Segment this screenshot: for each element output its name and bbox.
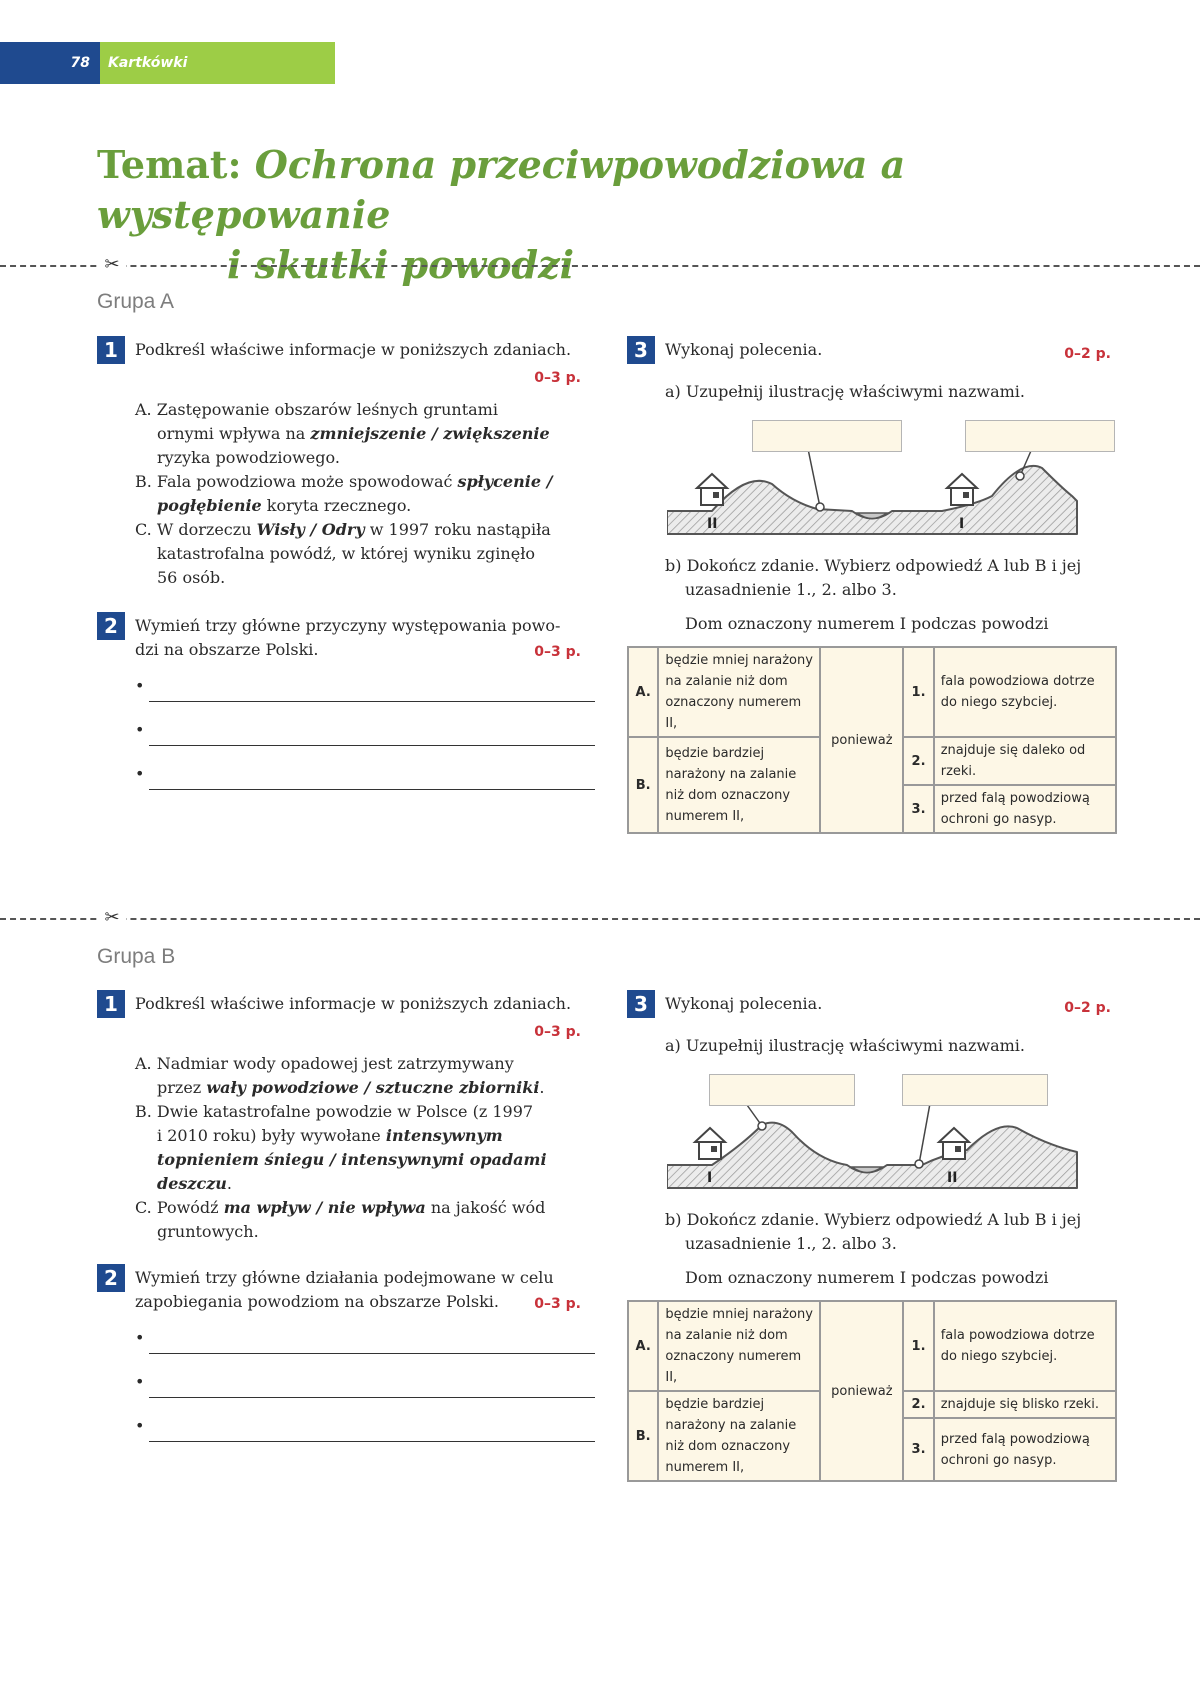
points-badge: 0–3 p. (534, 1024, 581, 1040)
task-3-group-a (627, 336, 1117, 856)
points-badge: 0–2 p. (1064, 1000, 1111, 1016)
task-part-a: a) Uzupełnij ilustrację właściwymi nazwami. (665, 382, 1025, 401)
answer-line[interactable] (135, 1412, 595, 1442)
item-text: C. Powódź (135, 1198, 224, 1217)
house-icon (697, 474, 727, 505)
option-text: będzie mniej narażony na zalanie niż dom oznaczony numerem II, (658, 647, 820, 737)
choice-option[interactable]: zmniejszenie / zwiększenie (310, 424, 550, 443)
item-line (135, 1100, 547, 1124)
task-item (135, 398, 550, 470)
item-text: C. W dorzeczu (135, 520, 257, 539)
answer-line[interactable] (135, 672, 595, 702)
points-badge: 0–3 p. (534, 1296, 581, 1312)
item-text: koryta rzecznego. (261, 496, 412, 515)
option-key[interactable]: B. (628, 1391, 658, 1481)
answer-line[interactable] (135, 760, 595, 790)
item-line (135, 518, 551, 542)
house-icon (947, 474, 977, 505)
item-text: na jakość wód (425, 1198, 546, 1217)
option-text: będzie bardziej narażony na zalanie niż dom oznaczony numerem II, (658, 737, 820, 833)
item-text: A. Nadmiar wody opadowej jest zatrzymywany (135, 1054, 514, 1073)
house-label: I (707, 1170, 713, 1186)
page-number: 78 (0, 42, 100, 84)
option-key[interactable]: B. (628, 737, 658, 833)
task-part-b-line: b) Dokończ zdanie. Wybierz odpowiedź A lub B i jej (665, 556, 1082, 575)
task-item (135, 470, 552, 518)
item-line (135, 1196, 545, 1220)
points-badge: 0–3 p. (534, 370, 581, 386)
task-instruction: Wykonaj polecenia. (665, 340, 823, 359)
item-text: . (539, 1078, 545, 1097)
bullet: • (135, 1416, 145, 1435)
scissors-icon: ✂ (98, 255, 126, 275)
task-2-group-a (97, 612, 587, 812)
task-instruction: Wykonaj polecenia. (665, 994, 823, 1013)
task-item (135, 1052, 545, 1100)
item-text: katastrofalna powódź, w której wyniku zginęło (157, 544, 536, 563)
task-instruction: Podkreśl właściwe informacje w poniższych zdaniach. (135, 340, 572, 359)
reason-key[interactable]: 2. (903, 737, 933, 785)
points-badge: 0–2 p. (1064, 346, 1111, 362)
reason-key[interactable]: 1. (903, 1301, 933, 1391)
reason-text: znajduje się daleko od rzeki. (934, 737, 1116, 785)
cut-line (0, 918, 1200, 920)
option-key[interactable]: A. (628, 647, 658, 737)
choice-option[interactable]: deszczu (157, 1174, 227, 1193)
task-item (135, 518, 551, 590)
reason-text: przed falą powodziową ochroni go nasyp. (934, 1418, 1116, 1481)
reason-key[interactable]: 3. (903, 785, 933, 833)
item-line (135, 542, 551, 566)
task-1-group-a (97, 336, 587, 596)
item-text: i 2010 roku) były wywołane (157, 1126, 386, 1145)
task-2-group-b (97, 1264, 587, 1464)
section-label: Kartkówki (100, 42, 335, 84)
task-instruction-line: dzi na obszarze Polski. (135, 640, 319, 659)
title-topic-line1: Ochrona przeciwpowodziowa a występowanie (97, 142, 906, 237)
reason-key[interactable]: 1. (903, 647, 933, 737)
item-line (135, 446, 550, 470)
item-line (135, 1148, 547, 1172)
task-number: 1 (97, 336, 125, 364)
task-number: 3 (627, 990, 655, 1018)
answer-line[interactable] (135, 1368, 595, 1398)
choice-option[interactable]: spłycenie / (457, 472, 553, 491)
choice-option[interactable]: Wisły / Odry (256, 520, 365, 539)
task-part-b-line: uzasadnienie 1., 2. albo 3. (685, 1234, 897, 1253)
item-line (135, 566, 551, 590)
house-label: I (959, 516, 965, 532)
choice-option[interactable]: topnieniem śniegu / intensywnymi opadami (157, 1150, 547, 1169)
task-part-b-line: uzasadnienie 1., 2. albo 3. (685, 580, 897, 599)
task-stem: Dom oznaczony numerem I podczas powodzi (685, 1268, 1049, 1287)
label-input-box[interactable] (752, 420, 902, 452)
task-instruction: Podkreśl właściwe informacje w poniższych zdaniach. (135, 994, 572, 1013)
reason-text: fala powodziowa dotrze do niego szybciej. (934, 647, 1116, 737)
connector-word: ponieważ (820, 1301, 903, 1481)
item-text: przez (157, 1078, 207, 1097)
item-line (135, 1052, 545, 1076)
page-title (97, 140, 1097, 290)
item-text: A. Zastępowanie obszarów leśnych gruntami (135, 400, 498, 419)
task-item (135, 1100, 547, 1196)
label-input-box[interactable] (902, 1074, 1048, 1106)
item-line (135, 398, 550, 422)
answer-table (627, 646, 1117, 834)
bullet: • (135, 1328, 145, 1347)
item-text: 56 osób. (157, 568, 226, 587)
task-number: 1 (97, 990, 125, 1018)
reason-key[interactable]: 2. (903, 1391, 933, 1418)
group-label: Grupa A (97, 290, 175, 313)
task-instruction-line: Wymień trzy główne działania podejmowane w celu (135, 1268, 554, 1287)
task-1-group-b (97, 990, 587, 1250)
house-label: II (707, 516, 718, 532)
task-3-group-b (627, 990, 1117, 1510)
task-number: 2 (97, 612, 125, 640)
label-input-box[interactable] (709, 1074, 855, 1106)
title-prefix: Temat: (97, 142, 242, 187)
task-number: 3 (627, 336, 655, 364)
task-number: 2 (97, 1264, 125, 1292)
reason-text: przed falą powodziową ochroni go nasyp. (934, 785, 1116, 833)
answer-table (627, 1300, 1117, 1482)
item-text: w 1997 roku nastąpiła (364, 520, 551, 539)
bullet: • (135, 764, 145, 783)
option-text: będzie mniej narażony na zalanie niż dom oznaczony numerem II, (658, 1301, 820, 1391)
group-label: Grupa B (97, 945, 176, 968)
task-part-b-line: b) Dokończ zdanie. Wybierz odpowiedź A lub B i jej (665, 1210, 1082, 1229)
reason-key[interactable]: 3. (903, 1418, 933, 1481)
option-key[interactable]: A. (628, 1301, 658, 1391)
reason-text: znajduje się blisko rzeki. (934, 1391, 1116, 1418)
bullet: • (135, 676, 145, 695)
connector-word: ponieważ (820, 647, 903, 833)
page-header-bar (0, 42, 335, 84)
item-line (135, 1172, 547, 1196)
item-text: ornymi wpływa na (157, 424, 311, 443)
terrain-profile (667, 1123, 1077, 1188)
task-stem: Dom oznaczony numerem I podczas powodzi (685, 614, 1049, 633)
item-line (135, 1124, 547, 1148)
item-line (135, 470, 552, 494)
task-part-a: a) Uzupełnij ilustrację właściwymi nazwami. (665, 1036, 1025, 1055)
task-item (135, 1196, 545, 1244)
bullet: • (135, 1372, 145, 1391)
scissors-icon: ✂ (98, 908, 126, 928)
house-label: II (947, 1170, 958, 1186)
item-line (135, 494, 552, 518)
task-instruction-line: Wymień trzy główne przyczyny występowania powo- (135, 616, 561, 635)
bullet: • (135, 720, 145, 739)
item-text: B. Dwie katastrofalne powodzie w Polsce (z 1997 (135, 1102, 534, 1121)
choice-option[interactable]: wały powodziowe / sztuczne zbiorniki (206, 1078, 540, 1097)
answer-line[interactable] (135, 716, 595, 746)
item-line (135, 422, 550, 446)
item-line (135, 1076, 545, 1100)
label-input-box[interactable] (965, 420, 1115, 452)
title-topic-line2: i skutki powodzi (227, 242, 575, 287)
answer-line[interactable] (135, 1324, 595, 1354)
option-text: będzie bardziej narażony na zalanie niż dom oznaczony numerem II, (658, 1391, 820, 1481)
points-badge: 0–3 p. (534, 644, 581, 660)
item-text: ryzyka powodziowego. (157, 448, 340, 467)
item-text: . (226, 1174, 233, 1193)
item-text: gruntowych. (157, 1222, 259, 1241)
choice-option[interactable]: ma wpływ / nie wpływa (223, 1198, 426, 1217)
choice-option[interactable]: pogłębienie (157, 496, 262, 515)
item-line (135, 1220, 545, 1244)
house-icon (695, 1128, 725, 1159)
item-text: B. Fala powodziowa może spowodować (135, 472, 458, 491)
cut-line (0, 265, 1200, 267)
house-icon (939, 1128, 969, 1159)
task-instruction-line: zapobiegania powodziom na obszarze Polski. (135, 1292, 499, 1311)
choice-option[interactable]: intensywnym (385, 1126, 503, 1145)
reason-text: fala powodziowa dotrze do niego szybciej. (934, 1301, 1116, 1391)
